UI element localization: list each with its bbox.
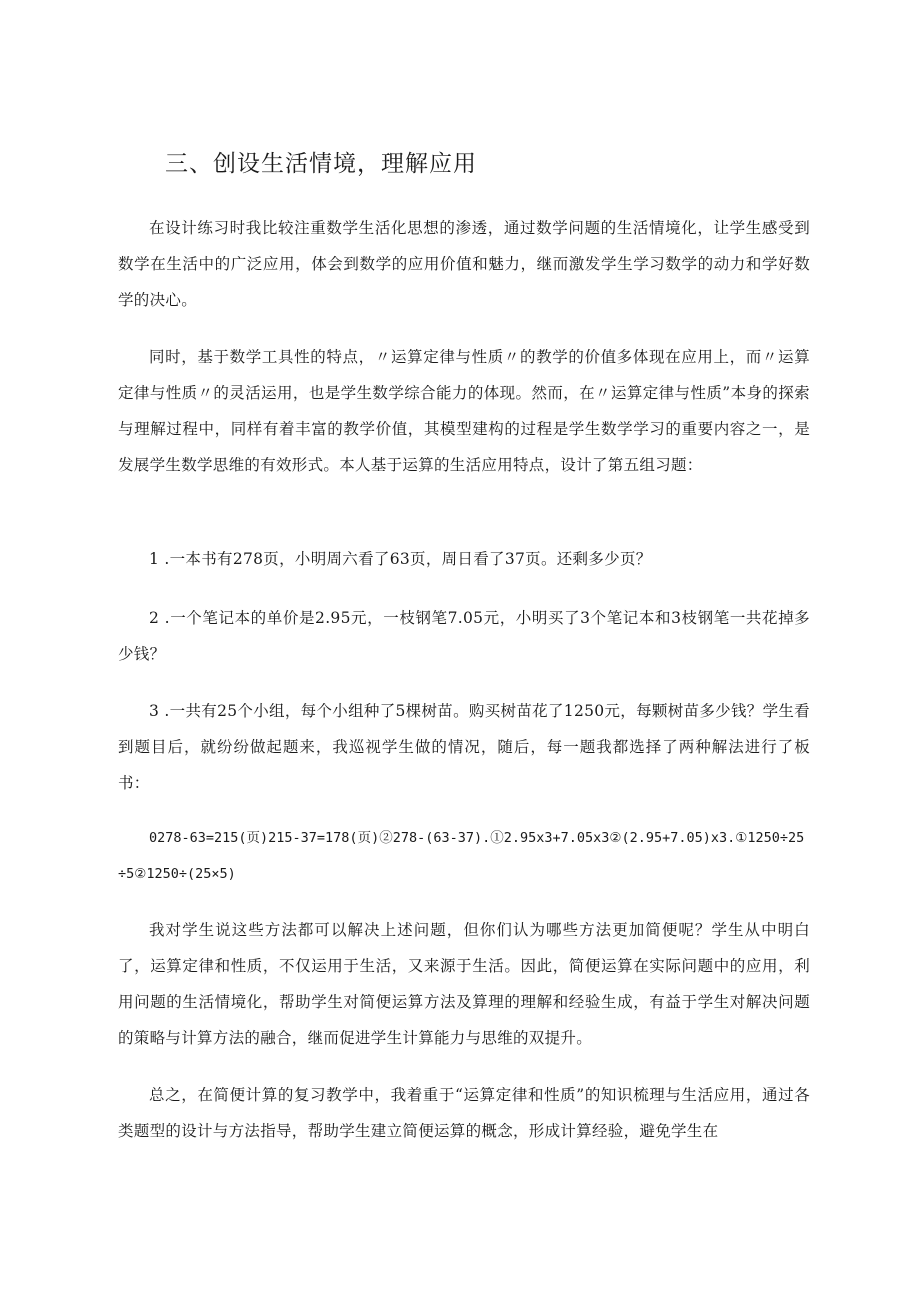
question-1: 1 .一本书有278页，小明周六看了63页，周日看了37页。还剩多少页？ [149, 550, 652, 568]
paragraph-intro: 在设计练习时我比较注重数学生活化思想的渗透，通过数学问题的生活情境化，让学生感受到数学在生活中的广泛应用，体会到数学的应用价值和魅力，继而激发学生学习数学的动力和学好数学的决心。 [118, 219, 810, 309]
paragraph-reflection: 我对学生说这些方法都可以解决上述问题，但你们认为哪些方法更加简便呢？学生从中明白了，运算定律和性质，不仅运用于生活，又来源于生活。因此，简便运算在实际问题中的应用，利用问题的生活情境化，帮助学生对简便运算方法及算理的理解和经验生成，有益于学生对解决问题的策略与计算方法的融合，继而促进学生计算能力与思维的双提升。 [118, 921, 810, 1047]
question-2: 2 .一个笔记本的单价是2.95元，一枝钢笔7.05元，小明买了3个笔记本和3枝钢笔一共花掉多少钱？ [118, 609, 810, 663]
section-heading: 三、创设生活情境，理解应用 [165, 151, 477, 177]
paragraph-summary: 总之，在简便计算的复习教学中，我着重于“运算定律和性质”的知识梳理与生活应用，通过各类题型的设计与方法指导，帮助学生建立简便运算的概念，形成计算经验，避免学生在 [118, 1086, 810, 1140]
solution-formulas: 0278-63=215(页)215-37=178(页)②278-(63-37).①2.95x3+7.05x3②(2.95+7.05)x3.①1250÷25÷5②1250÷(25×5) [118, 830, 805, 882]
question-3: 3 .一共有25个小组，每个小组种了5棵树苗。购买树苗花了1250元，每颗树苗多少钱？学生看到题目后，就纷纷做起题来，我巡视学生做的情况，随后，每一题我都选择了两种解法进行了板书： [118, 702, 810, 792]
paragraph-tool-nature: 同时，基于数学工具性的特点，〃运算定律与性质〃的教学的价值多体现在应用上，而〃运算定律与性质〃的灵活运用，也是学生数学综合能力的体现。然而，在〃运算定律与性质”本身的探索与理解过程中，同样有着丰富的教学价值，其模型建构的过程是学生数学学习的重要内容之一，是发展学生数学思维的有效形式。本人基于运算的生活应用特点，设计了第五组习题： [118, 348, 810, 474]
